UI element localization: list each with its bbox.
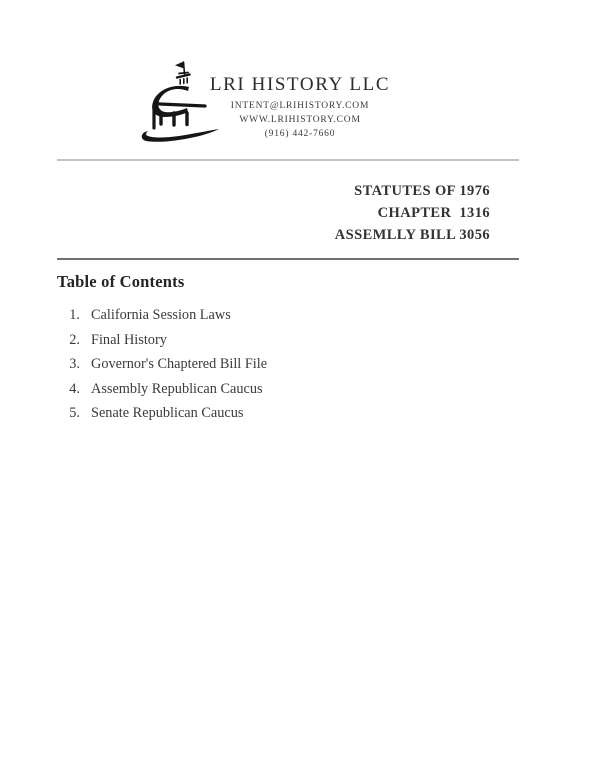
toc-item-number: 4. bbox=[69, 380, 80, 397]
toc-list bbox=[57, 307, 477, 430]
toc-item-label: California Session Laws bbox=[91, 307, 231, 323]
toc-item-number: 5. bbox=[69, 405, 80, 421]
document-info-block bbox=[335, 180, 490, 246]
toc-item-label: Final History bbox=[91, 331, 167, 348]
company-email: INTENT@LRIHISTORY.COM bbox=[230, 101, 370, 111]
company-phone: (916) 442-7660 bbox=[264, 129, 336, 139]
toc-item bbox=[57, 307, 477, 332]
toc-item-number: 2. bbox=[69, 331, 80, 348]
toc-item-number: 1. bbox=[69, 307, 80, 323]
toc-title: Table of Contents bbox=[57, 272, 185, 291]
toc-item-label: Assembly Republican Caucus bbox=[91, 380, 263, 397]
toc-item bbox=[57, 381, 477, 406]
toc-item bbox=[57, 332, 477, 357]
toc-item-label: Senate Republican Caucus bbox=[91, 405, 244, 421]
divider-bottom bbox=[57, 258, 519, 260]
bill-line: ASSEMLLY BILL 3056 bbox=[334, 227, 490, 243]
toc-item-label: Governor's Chaptered Bill File bbox=[91, 356, 268, 372]
company-name: LRI HISTORY LLC bbox=[209, 74, 391, 95]
chapter-line: CHAPTER 1316 bbox=[377, 205, 490, 221]
toc-item bbox=[57, 405, 477, 430]
toc-item bbox=[57, 356, 477, 381]
statutes-line: STATUTES OF 1976 bbox=[354, 183, 490, 199]
divider-top bbox=[57, 159, 519, 161]
letterhead bbox=[0, 75, 600, 141]
toc-item-number: 3. bbox=[69, 356, 80, 372]
company-website: WWW.LRIHISTORY.COM bbox=[239, 115, 361, 125]
